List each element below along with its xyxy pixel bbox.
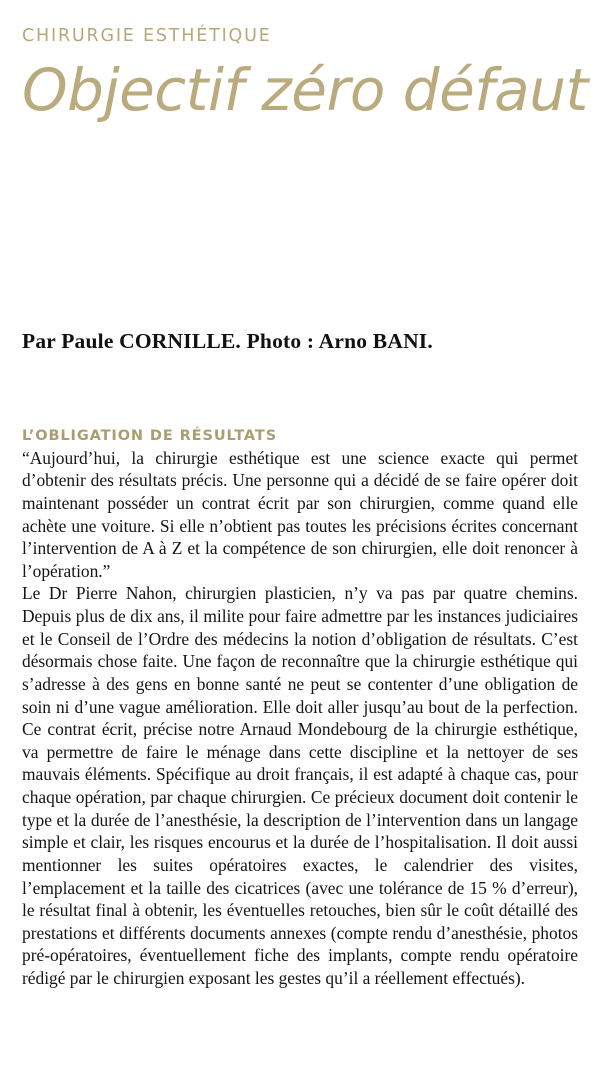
article-subhead: L’OBLIGATION DE RÉSULTATS bbox=[22, 427, 278, 444]
article-body bbox=[22, 447, 578, 990]
page-title: Objectif zéro défaut bbox=[22, 55, 588, 124]
article-byline: Par Paule CORNILLE. Photo : Arno BANI. bbox=[22, 328, 433, 353]
article-paragraph: Le Dr Pierre Nahon, chirurgien plasticien, n’y va pas par quatre chemins. Depuis plus de dix ans, il milite pour faire admettre par les instances judiciaires et le Conseil de l’Ordre des médecins la notion d’obligation de résultats. C’est désormais chose faite. Une façon de reconnaître que la chirurgie esthétique qui s’adresse à des gens en bonne santé ne peut se contenter d’une obligation de soin ni d’une vague amélioration. Elle doit aller jusqu’au bout de la perfection. Ce contrat écrit, précise notre Arnaud Mondebourg de la chirurgie esthétique, va permettre de faire le ménage dans cette discipline et la nettoyer de ses mauvais éléments. Spécifique au droit français, il est adapté à chaque cas, pour chaque opération, par chaque chirurgien. Ce précieux document doit contenir le type et la durée de l’anesthésie, la description de l’intervention dans un langage simple et clair, les risques encourus et la durée de l’hospitalisation. Il doit aussi mentionner les suites opératoires exactes, le calendrier des visites, l’emplacement et la taille des cicatrices (avec une tolérance de 15 % d’erreur), le résultat final à obtenir, les éventuelles retouches, bien sûr le coût détaillé des prestations et différents documents annexes (compte rendu d’anesthésie, photos pré-opératoires, éventuellement fiche des implants, compte rendu opératoire rédigé par le chirurgien exposant les gestes qu’il a réellement effectués). bbox=[22, 583, 578, 989]
magazine-page bbox=[0, 28, 600, 1089]
article-photo-area bbox=[22, 159, 578, 327]
article-kicker: CHIRURGIE ESTHÉTIQUE bbox=[22, 26, 272, 46]
article-paragraph: “Aujourd’hui, la chirurgie esthétique est une science exacte qui permet d’obtenir des résultats précis. Une personne qui a décidé de se faire opérer doit maintenant posséder un contrat écrit par son chirurgien, comme quand elle achète une voiture. Si elle n’obtient pas toutes les précisions écrites concernant l’intervention de A à Z et la compétence de son chirurgien, elle doit renoncer à l’opération.” bbox=[22, 447, 578, 581]
